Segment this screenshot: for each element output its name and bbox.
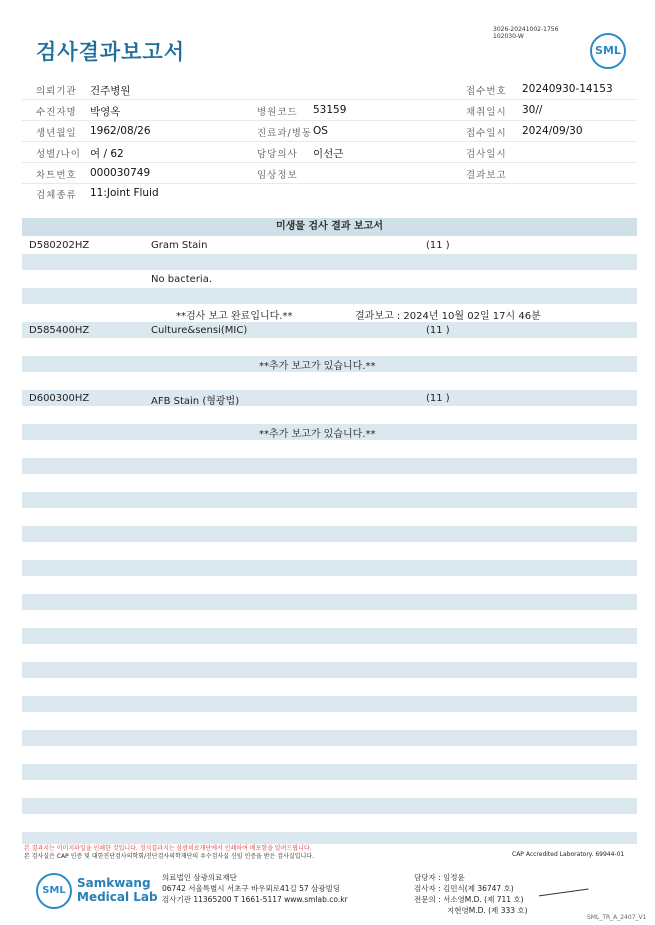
test-specimen: (11 ) (426, 325, 450, 336)
row-band (22, 764, 637, 780)
label: 검체종류 (36, 190, 77, 201)
accreditation-notice: 본 검사실은 CAP 인증 및 대한진단검사의학회/진단검사의학재단의 우수검사실 신임 인증을 받은 검사실입니다. (24, 853, 314, 860)
label: 수진자명 (36, 107, 77, 118)
row-band (22, 560, 637, 576)
sml-logo: SML (590, 33, 626, 69)
signature-mark (537, 879, 588, 897)
test-result: No bacteria. (151, 274, 213, 285)
info-row-2 (22, 100, 637, 121)
value: 000030749 (90, 167, 151, 179)
staff-list (414, 872, 528, 916)
test-name: Culture&sensi(MIC) (151, 325, 248, 336)
label: 접수일시 (466, 128, 507, 139)
row-band (22, 594, 637, 610)
test-code: D600300HZ (29, 393, 90, 404)
value: 30// (522, 104, 543, 116)
staff-tester: 검사자 : 김민식(제 36747 호) (414, 884, 514, 893)
report-complete: **검사 보고 완료입니다.** (176, 311, 293, 322)
info-row-3 (22, 121, 637, 142)
label: 차트번호 (36, 170, 77, 181)
additional-report-note: **추가 보고가 있습니다.** (259, 361, 376, 372)
label: 성별/나이 (36, 149, 81, 160)
contact-line: 검사기관 11365200 T 1661-5117 www.smlab.co.kr (162, 895, 348, 904)
doc-number-line2: 102030-W (493, 33, 524, 40)
row-band (22, 798, 637, 814)
info-row-4 (22, 142, 637, 163)
foundation-name: 의료법인 삼광의료재단 (162, 873, 237, 882)
test-code: D585400HZ (29, 325, 90, 336)
label: 진료과/병동 (257, 128, 313, 139)
label: 의뢰기관 (36, 86, 77, 97)
label: 접수번호 (466, 86, 507, 97)
row-band (22, 322, 637, 338)
info-row-1 (22, 79, 637, 100)
value: 건주병원 (90, 85, 131, 97)
test-specimen: (11 ) (426, 240, 450, 251)
form-code: SML_TR_A_2407_V1 (587, 914, 647, 921)
document-number (493, 26, 558, 40)
label: 채취일시 (466, 107, 507, 118)
staff-specialist-1: 전문의 : 서소영M.D. (제 711 호) (414, 895, 524, 904)
foundation-address (162, 872, 348, 905)
row-band (22, 628, 637, 644)
row-band (22, 458, 637, 474)
test-specimen: (11 ) (426, 393, 450, 404)
row-band (22, 254, 637, 270)
address-line: 06742 서울특별시 서초구 바우뫼로41길 57 삼광빌딩 (162, 884, 341, 893)
brand-line1: Samkwang (77, 876, 151, 890)
label: 생년월일 (36, 128, 77, 139)
label: 임상정보 (257, 170, 298, 181)
test-code: D580202HZ (29, 240, 90, 251)
value: OS (313, 125, 328, 137)
info-row-5 (22, 163, 637, 184)
label: 담당의사 (257, 149, 298, 160)
row-band (22, 288, 637, 304)
row-band (22, 390, 637, 406)
value: 2024/09/30 (522, 125, 583, 137)
label: 결과보고 (466, 170, 507, 181)
value: 박영옥 (90, 106, 121, 118)
test-name: Gram Stain (151, 240, 208, 251)
staff-specialist-2: 지현영M.D. (제 333 호) (447, 906, 528, 915)
page-title: 검사결과보고서 (36, 40, 186, 64)
value: 1962/08/26 (90, 125, 151, 137)
label: 검사일시 (466, 149, 507, 160)
cap-accreditation: CAP Accredited Laboratory. 69944-01 (512, 851, 625, 858)
brand-name (77, 876, 158, 904)
test-name: AFB Stain (형광법) (151, 396, 240, 407)
value: 53159 (313, 104, 347, 116)
value: 20240930-14153 (522, 83, 613, 95)
results-section-title: 미생물 검사 결과 보고서 (22, 218, 637, 236)
image-notice: 본 결과지는 이미지파일을 인쇄한 것입니다. 정식결과지는 삼광의료재단에서 인쇄하여 배포함을 알려드립니다. (24, 845, 312, 852)
row-band (22, 492, 637, 508)
label: 병원코드 (257, 107, 298, 118)
doc-number-line1: 3026-20241002-1756 (493, 26, 559, 33)
value: 이선근 (313, 148, 344, 160)
report-datetime: 결과보고 : 2024년 10월 02일 17시 46분 (355, 311, 541, 322)
row-band (22, 696, 637, 712)
value: 11:Joint Fluid (90, 187, 159, 199)
brand-line2: Medical Lab (77, 890, 158, 904)
row-band (22, 662, 637, 678)
additional-report-note: **추가 보고가 있습니다.** (259, 429, 376, 440)
row-band (22, 526, 637, 542)
row-band (22, 730, 637, 746)
staff-manager: 담당자 : 임정윤 (414, 873, 465, 882)
info-row-6 (22, 183, 637, 203)
sml-logo-footer: SML (36, 873, 72, 909)
value: 여 / 62 (90, 148, 124, 160)
